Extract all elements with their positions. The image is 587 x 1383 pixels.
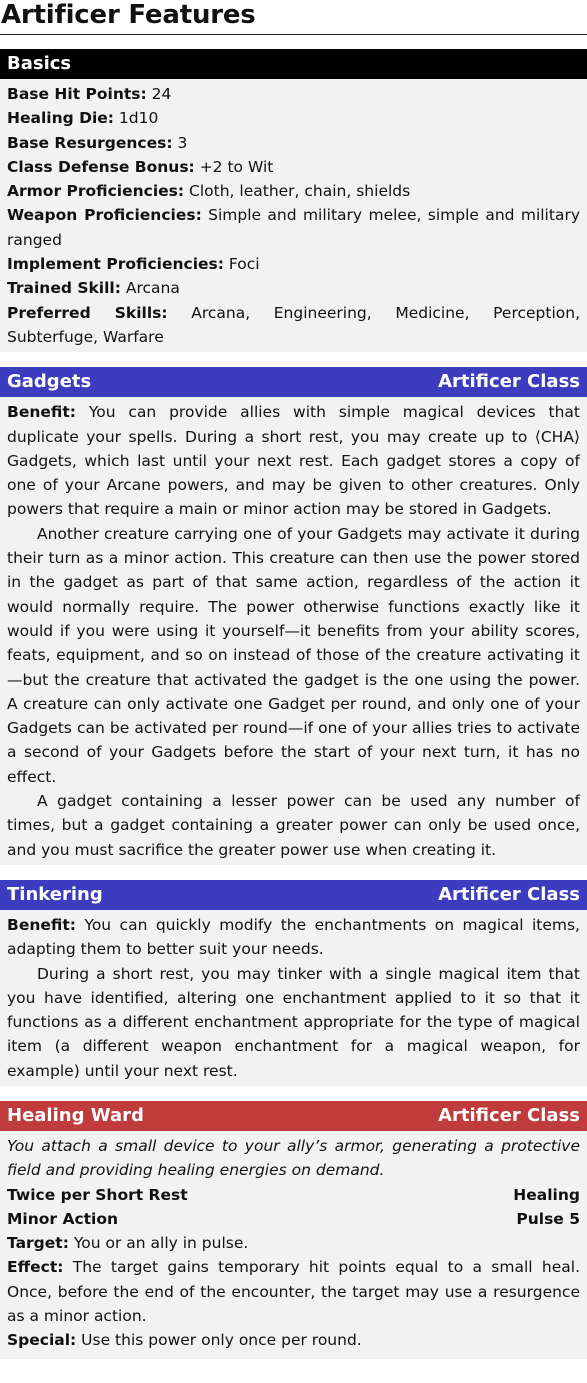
gadgets-body xyxy=(0,397,587,865)
basics-section xyxy=(0,49,587,352)
healing-ward-usage: Twice per Short Rest xyxy=(7,1185,188,1204)
healing-ward-header-title: Healing Ward xyxy=(7,1104,144,1126)
basics-row-implement: Implement Proficiencies: Foci xyxy=(7,255,260,274)
basics-row-defense-bonus: Class Defense Bonus: +2 to Wit xyxy=(7,157,274,176)
healing-ward-header xyxy=(0,1101,587,1131)
gadgets-class-label: Artificer Class xyxy=(438,371,580,393)
basics-header-title: Basics xyxy=(7,53,72,74)
healing-ward-flavor: You attach a small device to your ally’s armor, generating a protective field and providing healing energies on demand. xyxy=(7,1136,580,1180)
healing-ward-range: Pulse 5 xyxy=(516,1209,580,1228)
tinkering-header xyxy=(0,880,587,910)
page-title: Artificer Features xyxy=(0,0,587,35)
tinkering-class-label: Artificer Class xyxy=(438,883,580,905)
gadgets-benefit: Benefit: You can provide allies with simple magical devices that duplicate your spells. During a short rest, you may create up to ⟨CHA⟩ Gadgets, which last until your next rest. Each gadget stores a copy of one of your Arcane powers, and may be given to other creatures. Only powers that require a main or minor action may be stored in Gadgets. xyxy=(7,403,580,519)
healing-ward-body xyxy=(0,1131,587,1359)
healing-ward-effect: Effect: The target gains temporary hit points equal to a small heal. Once, before the end of the encounter, the target may use a resurgence as a minor action. xyxy=(7,1258,580,1326)
gadgets-section xyxy=(0,367,587,865)
tinkering-header-title: Tinkering xyxy=(7,883,103,905)
tinkering-benefit: Benefit: You can quickly modify the enchantments on magical items, adapting them to better suit your needs. xyxy=(7,915,580,959)
healing-ward-class-label: Artificer Class xyxy=(438,1104,580,1126)
basics-row-resurgences: Base Resurgences: 3 xyxy=(7,133,188,152)
tinkering-body xyxy=(0,910,587,1086)
tinkering-section xyxy=(0,880,587,1086)
basics-row-armor: Armor Proficiencies: Cloth, leather, chain, shields xyxy=(7,182,411,201)
gadgets-header xyxy=(0,367,587,397)
basics-row-hit-points: Base Hit Points: 24 xyxy=(7,85,172,103)
basics-header xyxy=(0,49,587,79)
healing-ward-section xyxy=(0,1101,587,1359)
healing-ward-action-row xyxy=(7,1207,580,1231)
healing-ward-keyword: Healing xyxy=(513,1185,580,1204)
basics-row-healing-die: Healing Die: 1d10 xyxy=(7,109,159,128)
healing-ward-target: Target: You or an ally in pulse. xyxy=(7,1234,249,1253)
healing-ward-special: Special: Use this power only once per round. xyxy=(7,1331,362,1350)
basics-row-trained-skill: Trained Skill: Arcana xyxy=(7,279,180,298)
tinkering-paragraph-2: During a short rest, you may tinker with a single magical item that you have identified, altering one enchantment applied to it so that it functions as a different enchantment appropriate for the type of magical item (a different weapon enchantment for a magical weapon, for example) until your next rest. xyxy=(7,964,580,1080)
healing-ward-action: Minor Action xyxy=(7,1209,119,1228)
basics-row-preferred-skills: Preferred Skills: Arcana, Engineering, Medicine, Perception, Subterfuge, Warfare xyxy=(7,303,580,346)
basics-body xyxy=(0,79,587,352)
gadgets-paragraph-3: A gadget containing a lesser power can be used any number of times, but a gadget containing a greater power can only be used once, and you must sacrifice the greater power use when creating it. xyxy=(7,792,580,859)
healing-ward-usage-row xyxy=(7,1183,580,1207)
basics-row-weapon: Weapon Proficiencies: Simple and military melee, simple and military ranged xyxy=(7,206,580,249)
gadgets-header-title: Gadgets xyxy=(7,371,92,393)
gadgets-paragraph-2: Another creature carrying one of your Gadgets may activate it during their turn as a minor action. This creature can then use the power stored in the gadget as part of that same action, regardless of the action it would normally require. The power otherwise functions exactly like it would if you were using it yourself—it benefits from your ability scores, feats, equipment, and so on instead of those of the creature activating it—but the creature that activated the gadget is the one using the power. A creature can only activate one Gadget per round, and only one of your Gadgets can be activated per round—if one of your allies tries to activate a second of your Gadgets before the start of your next turn, it has no effect. xyxy=(7,524,580,786)
